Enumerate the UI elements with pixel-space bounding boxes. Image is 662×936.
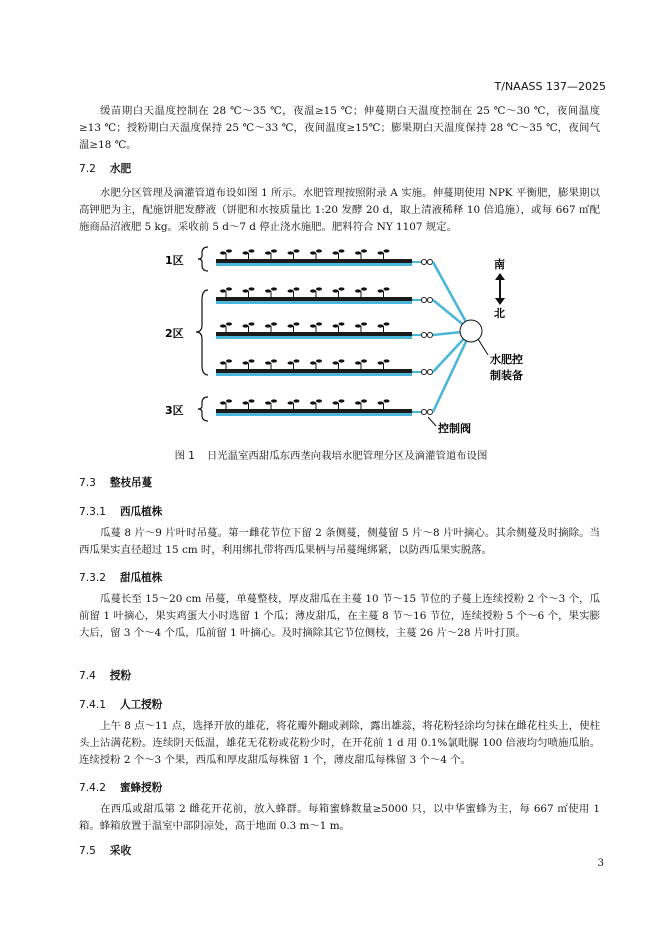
south-label: 南 — [494, 258, 505, 271]
seedling-icon — [355, 399, 367, 409]
section-title: 西瓜植株 — [119, 506, 163, 518]
drip-tape — [216, 263, 412, 266]
temperature-paragraph: 缓苗期白天温度控制在 28 ℃～35 ℃，夜温≥15 ℃；伸蔓期白天温度控制在 25 ℃～30 ℃，夜间温度≥13 ℃；授粉期白天温度保持 25 ℃～33 ℃，夜间温度≥15℃；膨果期白天温度保持 28 ℃～35 ℃，夜间气温≥18 ℃。 — [79, 105, 600, 151]
seedling-icon — [378, 287, 390, 297]
section-number: 7.2 — [79, 163, 96, 175]
section-7-4-heading — [79, 668, 131, 683]
manual-pollination-paragraph: 上午 8 点～11 点，选择开放的雄花，将花瓣外翻或剥除，露出雄蕊，将花粉轻涂均匀抹在雌花柱头上，使柱头上沾满花粉。连续阴天低温，雄花无花粉或花粉少时，在开花前 1 d 用 0.1%氯吡脲 100 倍液均匀喷施瓜胎。连续授粉 2 个～3 个果，西瓜和厚皮甜瓜每株留 1 个，薄皮甜瓜每株留 3 个～4 个。 — [79, 720, 600, 766]
bed-strip — [216, 409, 412, 413]
seedling-icon — [265, 322, 277, 332]
seedling-icon — [378, 322, 390, 332]
arrow-down-icon — [495, 298, 505, 305]
seedling-icon — [333, 287, 345, 297]
controller-circle — [460, 320, 482, 342]
seedling-icon — [288, 359, 300, 369]
section-title: 采收 — [109, 845, 132, 857]
drip-tape — [216, 373, 412, 376]
bee-pollination-paragraph: 在西瓜或甜瓜第 2 雌花开花前，放入蜂群。每箱蜜蜂数量≥5000 只，以中华蜜蜂为主，每 667 ㎡使用 1 箱。蜂箱放置于温室中部阴凉处，高于地面 0.3 m～1 m。 — [79, 803, 600, 832]
watermelon-paragraph: 瓜蔓 8 片～9 片叶时吊蔓。第一雌花节位下留 2 条侧蔓，侧蔓留 5 片～8 片叶摘心。其余侧蔓及时摘除。当西瓜果实直径超过 15 cm 时，利用绑扎带将西瓜果柄与吊蔓绳绑紧，以防西瓜果实脱落。 — [79, 527, 600, 556]
planting-row — [216, 322, 433, 339]
seedling-icon — [288, 399, 300, 409]
seedling-icon — [333, 249, 345, 259]
zone2-brace — [196, 290, 208, 375]
seedling-icon — [333, 359, 345, 369]
seedling-icon — [288, 322, 300, 332]
planting-row — [216, 249, 433, 266]
zone1-brace — [198, 247, 208, 271]
seedling-icon — [220, 322, 232, 332]
planting-row — [216, 359, 433, 376]
section-number: 7.4.2 — [79, 782, 106, 794]
figure-number: 图 1 — [174, 450, 195, 462]
section-7-4-2-heading — [79, 780, 162, 795]
main-pipe — [433, 331, 471, 412]
planting-beds — [216, 249, 433, 416]
section-7-3-heading — [79, 475, 152, 490]
seedling-icon — [220, 287, 232, 297]
figure-caption-text: 日光温室西甜瓜东西垄向栽培水肥管理分区及滴灌管道布设图 — [206, 450, 488, 462]
seedling-icon — [243, 322, 255, 332]
bed-strip — [216, 369, 412, 373]
seedling-icon — [220, 399, 232, 409]
controller-label-line1: 水肥控 — [490, 353, 523, 366]
bed-strip — [216, 332, 412, 336]
zone2-label: 2区 — [165, 327, 184, 340]
document-header-id: T/NAASS 137—2025 — [494, 80, 606, 93]
section-title: 甜瓜植株 — [119, 572, 163, 584]
braces — [196, 247, 208, 421]
seedling-icon — [243, 359, 255, 369]
control-valve-icon — [421, 259, 432, 264]
seedling-icon — [288, 287, 300, 297]
section-title: 授粉 — [109, 670, 132, 682]
planting-row — [216, 287, 433, 304]
figure-caption — [0, 447, 662, 462]
control-valve-icon — [421, 332, 432, 337]
valve-leader-line — [428, 417, 436, 426]
seedling-icon — [310, 399, 322, 409]
section-title: 水肥 — [109, 163, 132, 175]
section-title: 整枝吊蔓 — [109, 477, 153, 489]
zone3-brace — [198, 397, 208, 421]
seedling-icon — [265, 287, 277, 297]
section-7-4-1-heading — [79, 697, 162, 712]
controller-label-line2: 制装备 — [490, 369, 523, 382]
section-title: 人工授粉 — [119, 699, 163, 711]
seedling-icon — [378, 249, 390, 259]
main-pipe — [433, 262, 471, 331]
section-7-5-heading — [79, 843, 131, 858]
section-7-3-2-heading — [79, 570, 162, 585]
seedling-icon — [378, 359, 390, 369]
seedling-icon — [333, 399, 345, 409]
section-number: 7.4.1 — [79, 699, 106, 711]
drip-tape — [216, 413, 412, 416]
control-valve-icon — [421, 369, 432, 374]
water-fertilizer-paragraph: 水肥分区管理及滴灌管道布设如图 1 所示。水肥管理按照附录 A 实施。伸蔓期使用 NPK 平衡肥，膨果期以高钾肥为主，配施饼肥发酵液（饼肥和水按质量比 1:20 发酵 20 d，取上清液稀释 10 倍追施），或每 667 ㎡配施商品沼液肥 5 kg。采收前 5 d～7 d 停止浇水施肥。肥料符合 NY 1107 规定。 — [79, 187, 600, 233]
zone1-label: 1区 — [165, 254, 184, 267]
seedling-icon — [333, 322, 345, 332]
section-number: 7.4 — [79, 670, 96, 682]
drip-tape — [216, 336, 412, 339]
seedling-icon — [310, 287, 322, 297]
seedling-icon — [355, 322, 367, 332]
bed-strip — [216, 297, 412, 301]
seedling-icon — [310, 322, 322, 332]
drip-tape — [216, 301, 412, 304]
seedling-icon — [243, 399, 255, 409]
arrow-up-icon — [495, 273, 505, 280]
page-number: 3 — [597, 858, 604, 869]
controller-leader-line — [478, 339, 488, 355]
section-number: 7.5 — [79, 845, 96, 857]
seedling-icon — [355, 287, 367, 297]
section-number: 7.3 — [79, 477, 96, 489]
seedling-icon — [220, 359, 232, 369]
control-valve-icon — [421, 297, 432, 302]
seedling-icon — [355, 359, 367, 369]
bed-strip — [216, 259, 412, 263]
control-valve-icon — [421, 409, 432, 414]
section-number: 7.3.1 — [79, 506, 106, 518]
seedling-icon — [243, 287, 255, 297]
seedling-icon — [220, 249, 232, 259]
section-title: 蜜蜂授粉 — [119, 782, 163, 794]
zone3-label: 3区 — [165, 404, 184, 417]
seedling-icon — [243, 249, 255, 259]
seedling-icon — [265, 399, 277, 409]
planting-row — [216, 399, 433, 416]
seedling-icon — [265, 249, 277, 259]
seedling-icon — [355, 249, 367, 259]
irrigation-layout-diagram — [160, 245, 540, 440]
seedling-icon — [378, 399, 390, 409]
seedling-icon — [310, 249, 322, 259]
north-label: 北 — [494, 307, 505, 320]
section-7-2-heading — [79, 161, 131, 176]
melon-paragraph: 瓜蔓长至 15～20 cm 吊蔓，单蔓整枝，厚皮甜瓜在主蔓 10 节～15 节位的子蔓上连续授粉 2 个～3 个，瓜前留 1 叶摘心，果实鸡蛋大小时选留 1 个瓜；薄皮甜瓜，在主蔓 8 节～16 节位，连续授粉 5 个～6 个，果实膨大后，留 3 个～4 个瓜，瓜前留 1 叶摘心。及时摘除其它节位侧枝，主蔓 26 片～28 片叶打顶。 — [79, 593, 600, 639]
valve-label: 控制阀 — [438, 422, 471, 435]
section-number: 7.3.2 — [79, 572, 106, 584]
section-7-3-1-heading — [79, 504, 162, 519]
seedling-icon — [265, 359, 277, 369]
seedling-icon — [310, 359, 322, 369]
seedling-icon — [288, 249, 300, 259]
